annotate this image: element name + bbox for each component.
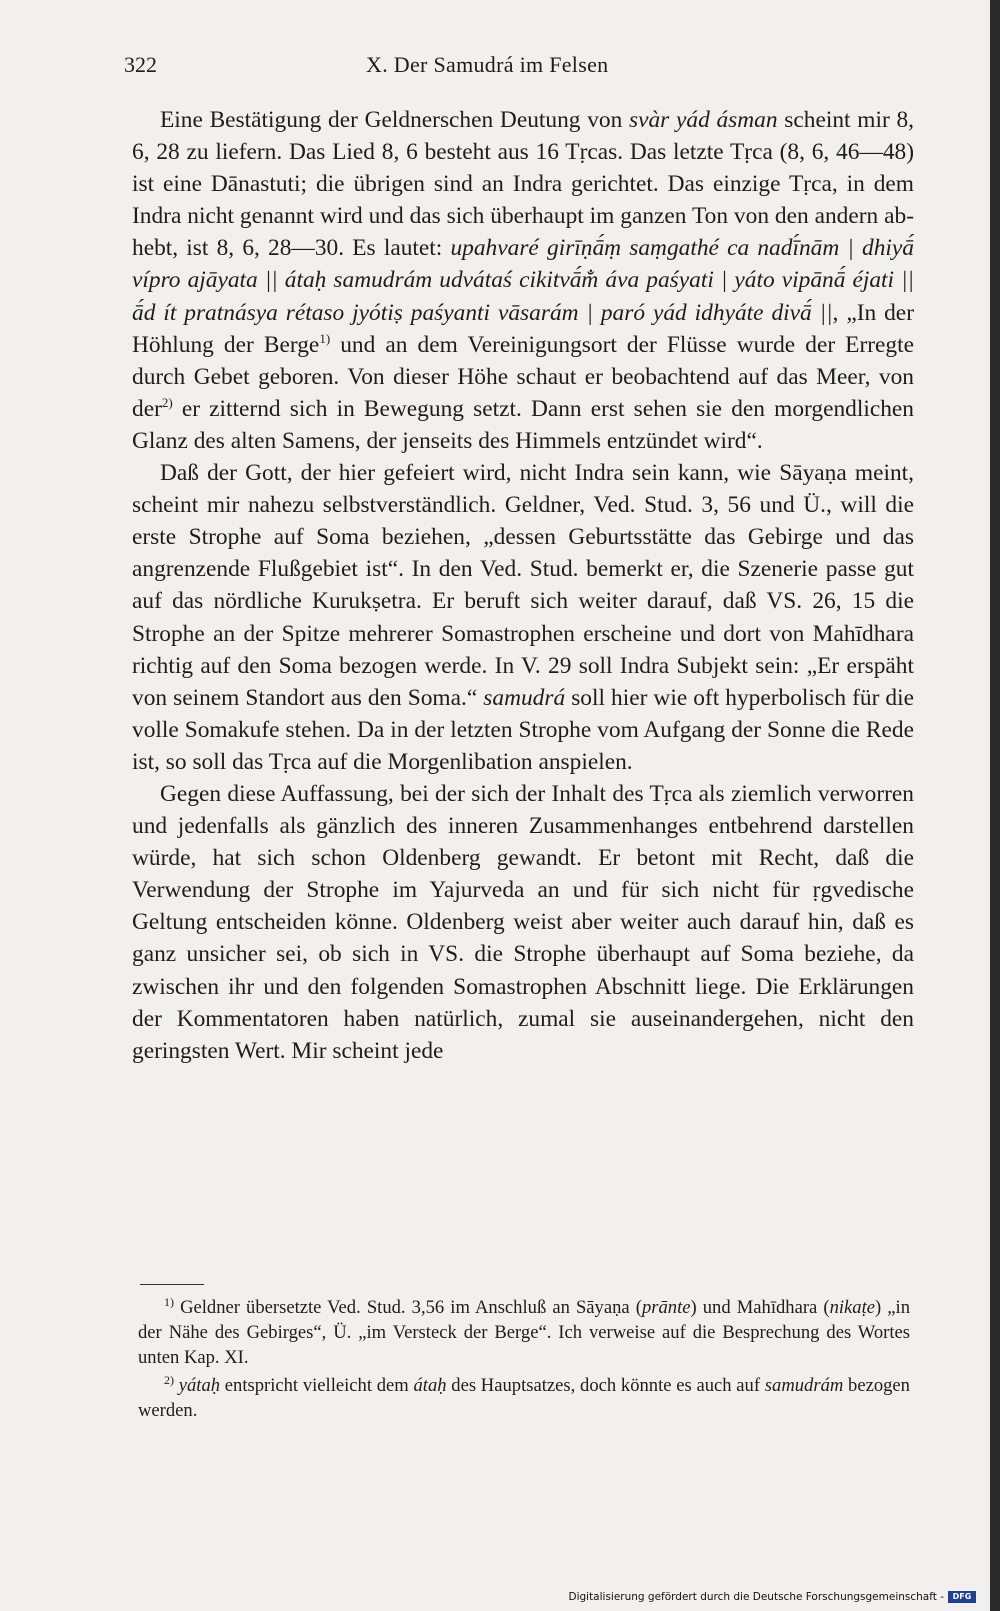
digitization-credit	[568, 1589, 976, 1605]
text-run: er zitternd sich in Bewegung setzt. Dann erst sehen sie den morgendlichen Glanz des alten Samens, der jenseits des Himmels entzündet wird“.	[132, 395, 914, 454]
italic-run: yátaḥ	[178, 1375, 221, 1397]
footnote-mark: 2)	[164, 1373, 174, 1388]
italic-run: samudrám	[764, 1375, 844, 1397]
footnote-mark: 1)	[164, 1294, 174, 1309]
dfg-logo-icon[interactable]: DFG	[948, 1591, 976, 1603]
credit-text: Digitalisierung gefördert durch die Deutsche Forschungsgemeinschaft -	[568, 1591, 944, 1603]
paragraph-3	[132, 778, 914, 1067]
text-run: Gegen diese Auffassung, bei der sich der Inhalt des Tṛca als ziemlich verworren und jedenfalls als gänzlich des inneren Zusammenhanges entbehrend darstellen würde, hat sich schon Oldenberg gewandt. Er betont mit Recht, daß die Verwendung der Strophe im Yajurveda an und für sich nicht für ṛgvedische Geltung entscheiden könne. Oldenberg weist aber weiter auch darauf hin, daß es ganz unsicher sei, ob sich in VS. die Strophe überhaupt auf Soma beziehe, da zwischen ihr und den folgenden Somastrophen Abschnitt liege. Die Erklärungen der Kommentatoren haben natürlich, zumal sie auseinandergehen, nicht den geringsten Wert. Mir scheint jede	[132, 780, 914, 1064]
page-edge	[990, 0, 1000, 1611]
paragraph-2	[132, 457, 914, 778]
text-run: scheint mir 8, 6, 28 zu liefern. Das Lied 8, 6 besteht aus 16 Tṛcas. Das letzte Tṛca (8, 6, 46—48) ist eine Dānastuti; die übrigen sind an Indra gerichtet. Das einzige Tṛca, in dem Indra nicht genannt wird und das sich überhaupt im ganzen Ton von den andern abhebt, ist 8, 6, 28—30. Es lautet:	[132, 107, 914, 262]
text-run: ) „in der Nähe des Gebirges“, Ü. „im Versteck der Berge“. Ich verweise auf die Besprechung des Wortes unten Kap. XI.	[138, 1297, 910, 1368]
italic-run: nikaṭe	[829, 1297, 875, 1318]
text-run: soll hier wie oft hyperbolisch für die volle Somakufe stehen. Da in der letzten Strophe vom Aufgang der Sonne die Rede ist, so soll das Tṛca auf die Morgenlibation anspielen.	[132, 684, 915, 775]
footnote-2	[138, 1374, 910, 1424]
text-run: Daß der Gott, der hier gefeiert wird, nicht Indra sein kann, wie Sāyaṇa meint, scheint mir nahezu selbstverständlich. Geldner, Ved. Stud. 3, 56 und Ü., will die erste Strophe auf Soma beziehen, „dessen Geburtsstätte das Gebirge und das angrenzende Flußgebiet ist“. In den Ved. Stud. bemerkt er, die Szenerie passe gut auf das nördliche Kurukṣetra. Er beruft sich weiter darauf, daß VS. 26, 15 die Strophe an der Spitze mehrerer Somastrophen erscheine und dort von Mahīdhara richtig auf den Soma bezogen werde. In V. 29 soll Indra Subjekt sein: „Er erspäht von seinem Standort aus den Soma.“	[132, 460, 914, 711]
sanskrit-quotation: upahvaré girīṇā́ṃ saṃgathé ca nadī́nām | dhiyā́ vípro ajāyata || átaḥ samudrám udvátaś cikitvā́m̐ áva paśyati | yáto vipānā́ éjati || ā́d ít pratnásya rétaso jyótiṣ paśyanti vāsarám | paró yád idhyáte divā́ ||	[132, 235, 914, 326]
body-text	[132, 104, 914, 1067]
footnote-1	[138, 1296, 910, 1370]
paragraph-1	[132, 104, 914, 457]
footnote-ref-2[interactable]: 2)	[161, 395, 173, 411]
text-run: und an dem Vereinigungsort der Flüsse wurde der Erregte durch Gebet geboren. Von dieser Höhe schaut er beobachtend auf das Meer, von der	[132, 331, 915, 422]
text-run: Geldner übersetzte Ved. Stud. 3,56 im Anschluß an Sāyaṇa (	[174, 1297, 642, 1318]
text-run: entspricht vielleicht dem	[220, 1375, 414, 1397]
italic-run: samudrá	[483, 684, 566, 711]
page-header	[124, 52, 924, 84]
text-run: Eine Bestätigung der Geldnerschen Deutung von	[160, 107, 629, 133]
text-run: des Hauptsatzes, doch könnte es auch auf	[446, 1375, 765, 1397]
footnote-rule	[140, 1284, 204, 1285]
footnote-ref-1[interactable]: 1)	[319, 330, 331, 346]
footnotes	[138, 1296, 910, 1428]
text-run: bezogen werden.	[138, 1375, 910, 1422]
italic-run: átaḥ	[413, 1375, 447, 1397]
italic-run: svàr yád ásman	[629, 107, 778, 133]
italic-run: prānte	[641, 1297, 691, 1318]
text-run: ) und Mahīdhara (	[690, 1297, 830, 1318]
page-number: 322	[124, 52, 157, 77]
running-title: X. Der Samudrá im Felsen	[366, 52, 609, 77]
text-run: , „In der Höhlung der Berge	[132, 299, 914, 358]
